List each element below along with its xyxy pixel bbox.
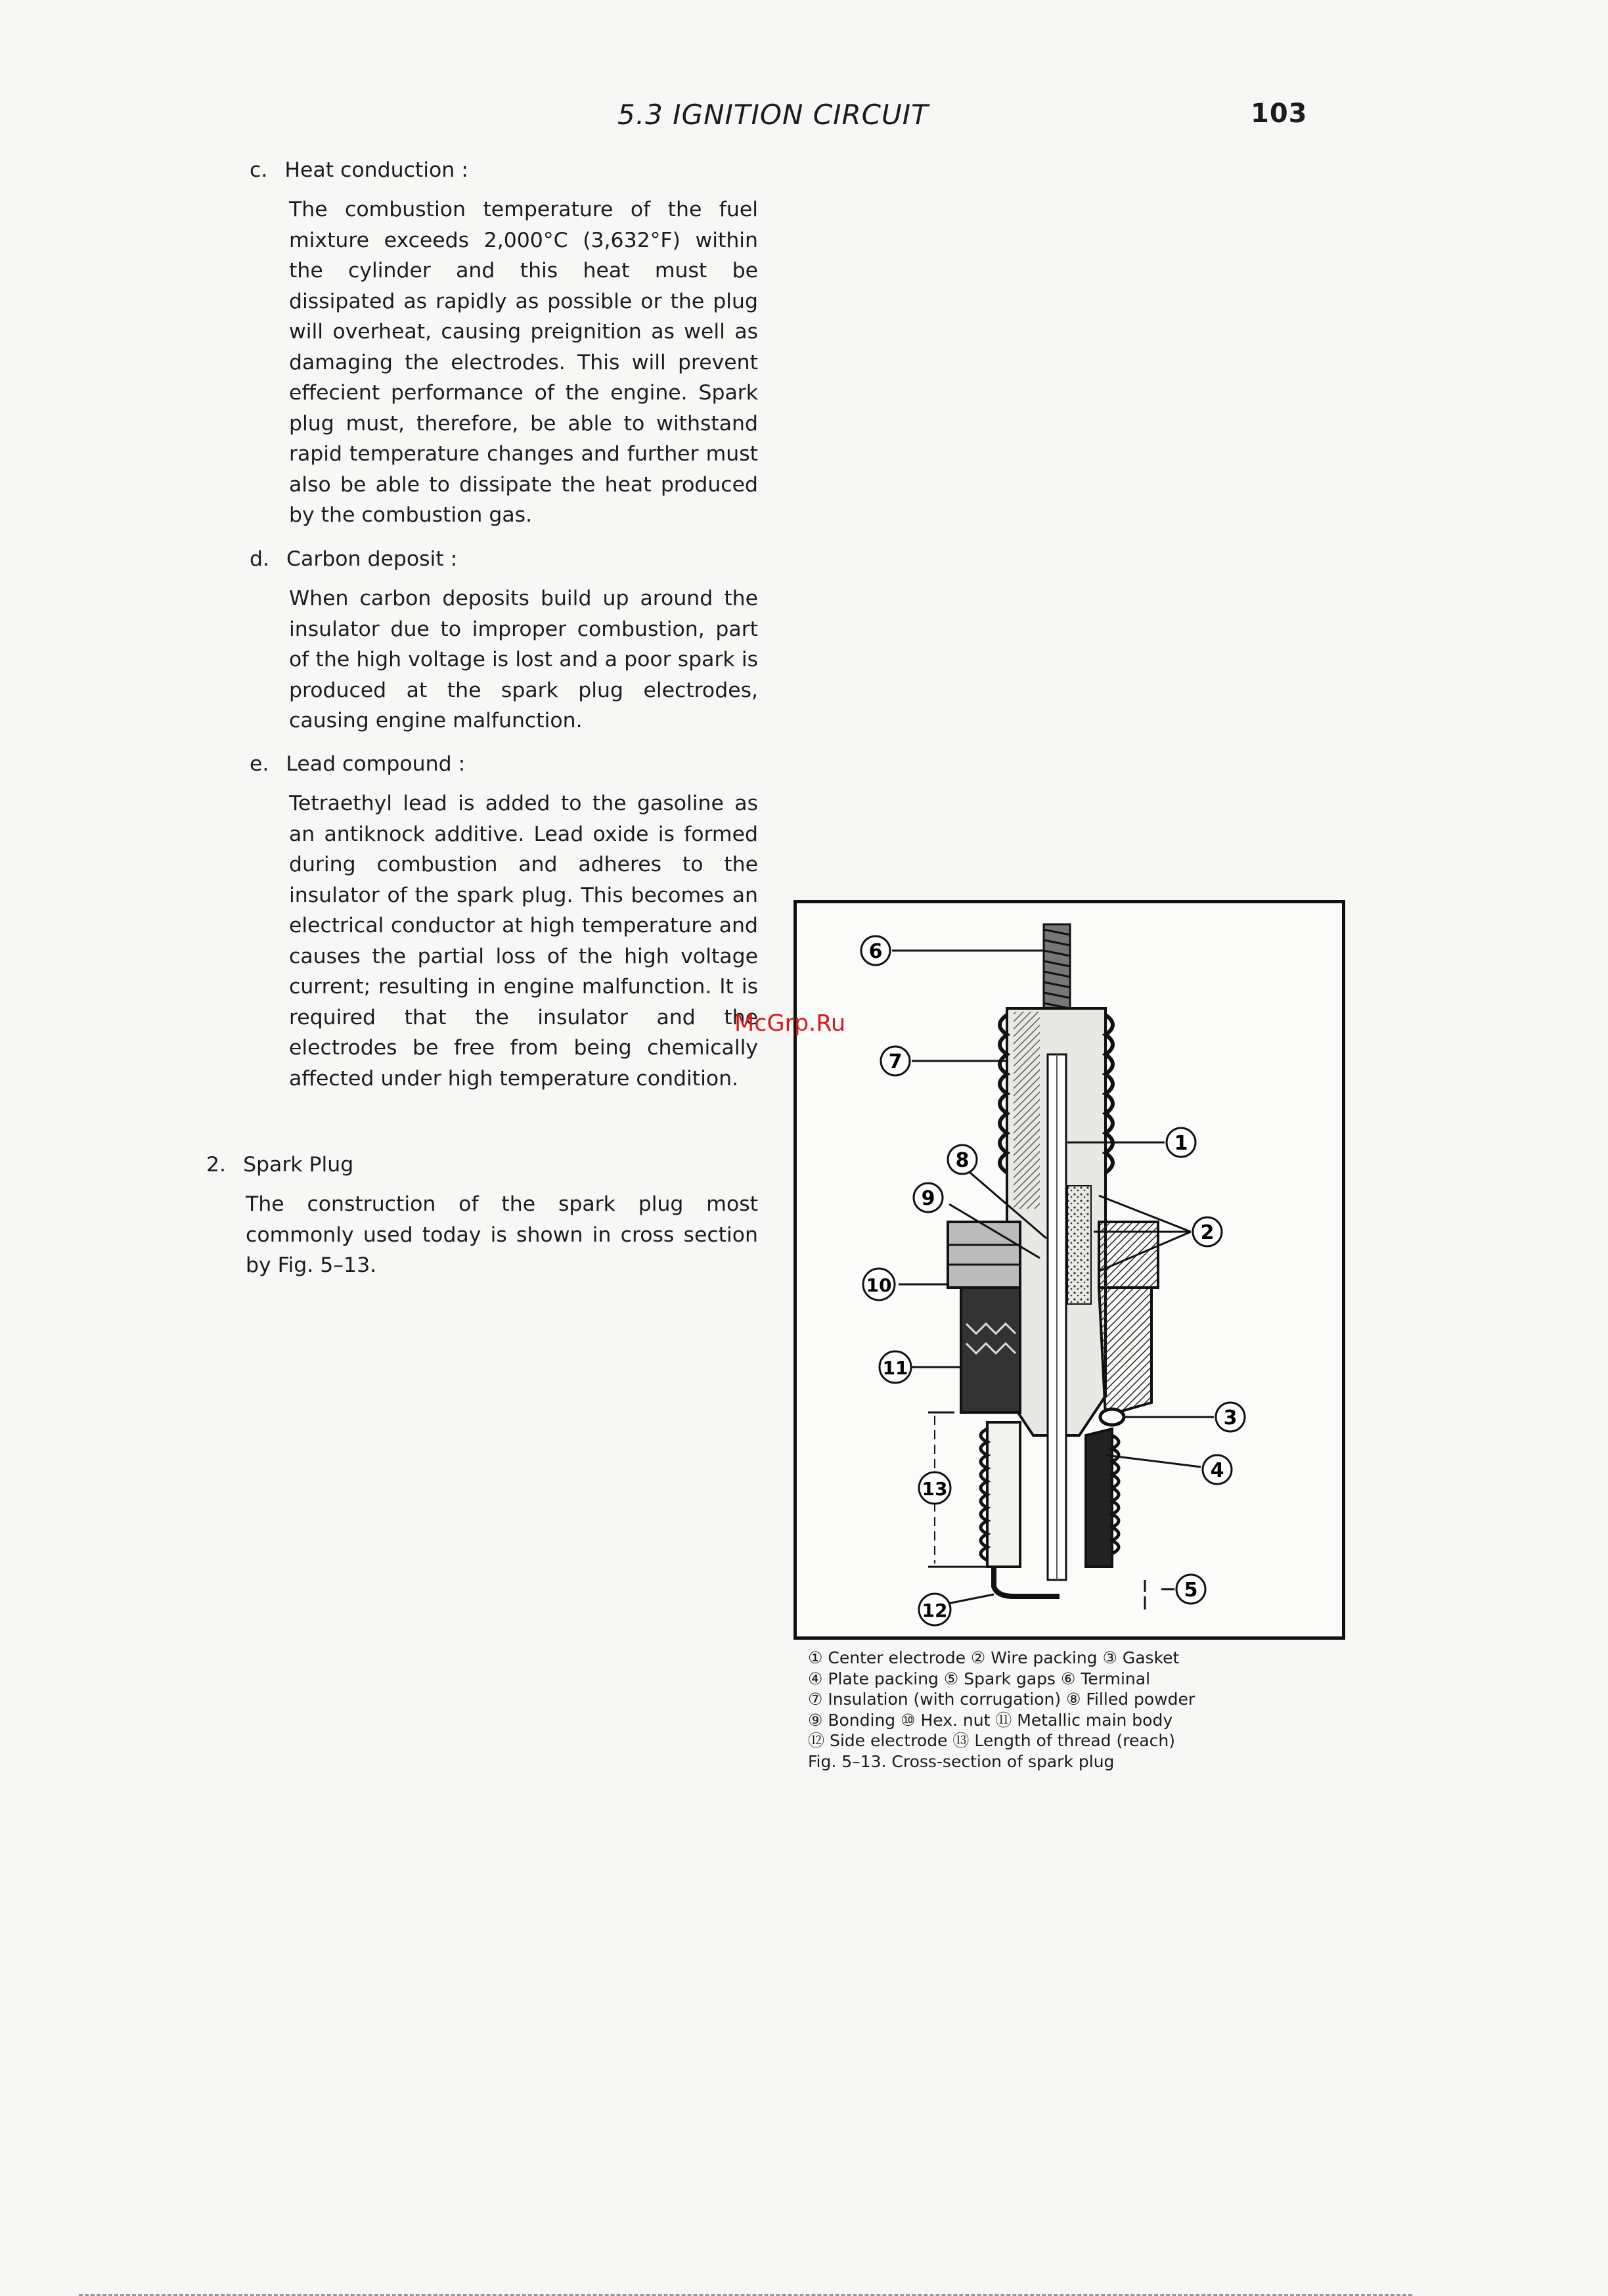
item-e-heading bbox=[250, 749, 465, 780]
svg-text:5: 5 bbox=[1184, 1579, 1198, 1602]
svg-text:2: 2 bbox=[1200, 1221, 1215, 1244]
svg-text:9: 9 bbox=[921, 1187, 935, 1210]
legend-line: ① Center electrode ② Wire packing ③ Gasket bbox=[808, 1648, 1180, 1667]
watermark: McGrp.Ru bbox=[734, 1010, 846, 1037]
callout-6 bbox=[861, 936, 890, 965]
callout-9 bbox=[914, 1183, 943, 1212]
svg-text:11: 11 bbox=[882, 1357, 908, 1379]
callout-7 bbox=[881, 1047, 910, 1075]
item-d-label: Carbon deposit : bbox=[286, 547, 458, 571]
svg-text:8: 8 bbox=[955, 1149, 970, 1172]
callout-5 bbox=[1176, 1575, 1205, 1604]
item-e-label: Lead compound : bbox=[286, 752, 466, 776]
svg-text:12: 12 bbox=[922, 1600, 948, 1621]
legend-line: ⑫ Side electrode ⑬ Length of thread (reach) bbox=[808, 1731, 1176, 1750]
section2-text: The construction of the spark plug most commonly used today is shown in cross section by Fig. 5–13. bbox=[246, 1192, 758, 1277]
callout-10 bbox=[863, 1269, 895, 1300]
callout-12 bbox=[919, 1594, 950, 1625]
item-e-text: Tetraethyl lead is added to the gasoline as an antiknock additive. Lead oxide is formed during combustion and adheres to the insulator of the spark plug. This becomes an electrical conductor at high temperature and causes the partial loss of the high voltage current; resulting in engine malfunction. It is required that the insulator and the electrodes be free from being chemically affected under high temperature condition. bbox=[289, 792, 758, 1091]
item-c-heading bbox=[250, 155, 468, 186]
svg-text:1: 1 bbox=[1174, 1132, 1188, 1155]
legend-line: ⑦ Insulation (with corrugation) ⑧ Filled powder bbox=[808, 1690, 1195, 1709]
section2-number: 2. bbox=[206, 1153, 227, 1177]
callout-3 bbox=[1216, 1403, 1245, 1431]
callout-8 bbox=[948, 1145, 977, 1174]
item-d-letter: d. bbox=[250, 547, 270, 571]
item-d-heading bbox=[250, 544, 457, 575]
section2-title: Spark Plug bbox=[243, 1153, 354, 1177]
legend-line: ④ Plate packing ⑤ Spark gaps ⑥ Terminal bbox=[808, 1669, 1151, 1688]
page-number: 103 bbox=[1251, 99, 1308, 129]
section-title: 5.3 IGNITION CIRCUIT bbox=[617, 99, 929, 131]
figure-frame bbox=[793, 900, 1345, 1640]
callout-11 bbox=[880, 1351, 911, 1383]
svg-text:3: 3 bbox=[1223, 1407, 1238, 1429]
item-d-text: When carbon deposits build up around the insulator due to improper combustion, part of the high voltage is lost and a poor spark is produced at the spark plug electrodes, causing engine malfunction. bbox=[289, 587, 758, 732]
svg-text:6: 6 bbox=[868, 940, 883, 963]
svg-text:13: 13 bbox=[922, 1478, 948, 1500]
section2-heading bbox=[206, 1150, 353, 1181]
item-c-letter: c. bbox=[250, 158, 268, 182]
svg-text:7: 7 bbox=[888, 1050, 903, 1073]
spark-plug-diagram bbox=[797, 903, 1342, 1636]
gasket bbox=[1100, 1409, 1124, 1425]
item-c-label: Heat conduction : bbox=[284, 158, 468, 182]
callout-4 bbox=[1203, 1455, 1232, 1484]
figure-caption-block bbox=[808, 1648, 1195, 1772]
figure-caption: Fig. 5–13. Cross-section of spark plug bbox=[808, 1751, 1115, 1771]
item-e-letter: e. bbox=[250, 752, 269, 776]
svg-text:10: 10 bbox=[866, 1274, 892, 1296]
filled-powder bbox=[1067, 1186, 1091, 1304]
svg-text:4: 4 bbox=[1210, 1459, 1224, 1482]
terminal-stud bbox=[1044, 924, 1070, 1016]
legend-line: ⑨ Bonding ⑩ Hex. nut ⑪ Metallic main body bbox=[808, 1710, 1173, 1730]
callout-13 bbox=[919, 1472, 950, 1504]
callout-2 bbox=[1193, 1217, 1222, 1246]
callout-1 bbox=[1167, 1128, 1195, 1157]
item-c-text: The combustion temperature of the fuel mixture exceeds 2,000°C (3,632°F) within the cylinder and this heat must be dissipated as rapidly as possible or the plug will overheat, causing preignition as well as damaging the electrodes. This will prevent effecient performance of the engine. Spark plug must, therefore, be able to withstand rapid temperature changes and further must also be able to dissipate the heat produced by the combustion gas. bbox=[289, 198, 758, 527]
